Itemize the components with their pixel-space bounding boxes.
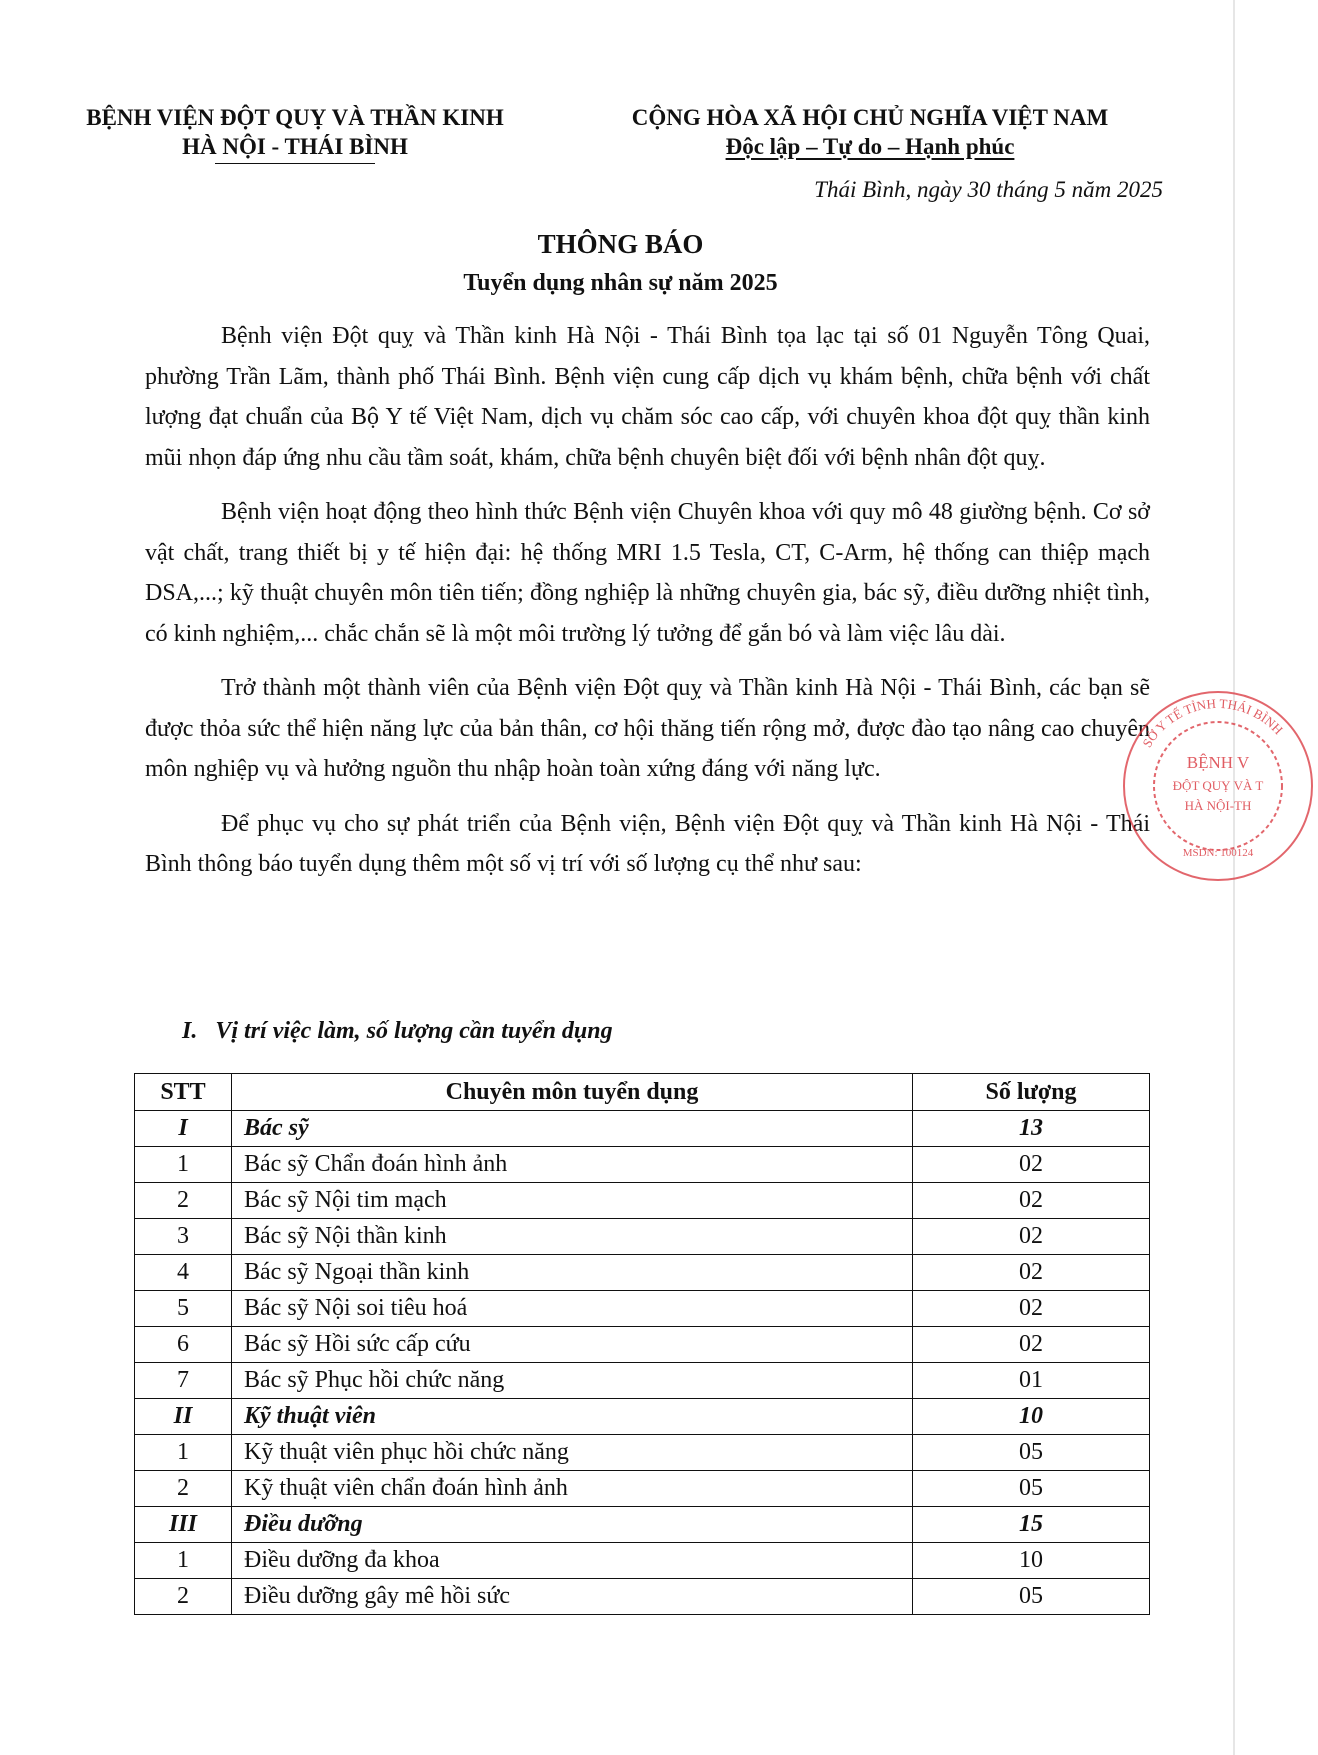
cell-quantity: 02	[913, 1219, 1150, 1255]
document-title: THÔNG BÁO	[537, 229, 704, 259]
stamp-ring-text: SỞ Y TẾ TỈNH THÁI BÌNH	[1139, 695, 1287, 750]
stamp-center-line2: ĐỘT QUỴ VÀ T	[1172, 778, 1264, 793]
cell-specialty: Kỹ thuật viên	[232, 1399, 913, 1435]
cell-specialty: Bác sỹ Ngoại thần kinh	[232, 1255, 913, 1291]
paragraph: Bệnh viện Đột quỵ và Thần kinh Hà Nội - Thái Bình tọa lạc tại số 01 Nguyễn Tông Quai, phường Trần Lãm, thành phố Thái Bình. Bệnh viện cung cấp dịch vụ khám bệnh, chữa bệnh với chất lượng đạt chuẩn của Bộ Y tế Việt Nam, dịch vụ chăm sóc cao cấp, với chuyên khoa đột quỵ thần kinh mũi nhọn đáp ứng nhu cầu tầm soát, khám, chữa bệnh chuyên biệt đối với bệnh nhân đột quỵ.	[145, 323, 1150, 471]
header-stt: STT	[135, 1074, 232, 1111]
cell-quantity: 10	[913, 1543, 1150, 1579]
red-seal-stamp	[1118, 686, 1318, 886]
cell-specialty: Bác sỹ Hồi sức cấp cứu	[232, 1327, 913, 1363]
table-header-row	[135, 1074, 1150, 1111]
paragraph: Để phục vụ cho sự phát triển của Bệnh viện, Bệnh viện Đột quỵ và Thần kinh Hà Nội - Thái Bình thông báo tuyển dụng thêm một số vị trí với số lượng cụ thể như sau:	[145, 810, 1150, 877]
paragraph: Trở thành một thành viên của Bệnh viện Đột quỵ và Thần kinh Hà Nội - Thái Bình, các bạn sẽ được thỏa sức thể hiện năng lực của bản thân, cơ hội thăng tiến rộng mở, được đào tạo nâng cao chuyên môn nghiệp vụ và hưởng nguồn thu nhập hoàn toàn xứng đáng với năng lực.	[145, 675, 1150, 782]
cell-quantity: 02	[913, 1255, 1150, 1291]
cell-specialty: Kỹ thuật viên phục hồi chức năng	[232, 1435, 913, 1471]
cell-quantity: 02	[913, 1291, 1150, 1327]
cell-stt: II	[135, 1399, 232, 1435]
table-row	[135, 1543, 1150, 1579]
document-subtitle: Tuyển dụng nhân sự năm 2025	[463, 270, 778, 296]
organization-header	[50, 103, 540, 164]
cell-specialty: Bác sỹ Nội soi tiêu hoá	[232, 1291, 913, 1327]
cell-specialty: Bác sỹ Nội thần kinh	[232, 1219, 913, 1255]
cell-quantity: 15	[913, 1507, 1150, 1543]
stamp-code: MSDN: 100124	[1182, 847, 1254, 859]
national-header	[570, 103, 1170, 161]
cell-stt: 1	[135, 1435, 232, 1471]
cell-specialty: Điều dưỡng	[232, 1507, 913, 1543]
cell-quantity: 10	[913, 1399, 1150, 1435]
paragraph: Bệnh viện hoạt động theo hình thức Bệnh viện Chuyên khoa với quy mô 48 giường bệnh. Cơ sở vật chất, trang thiết bị y tế hiện đại: hệ thống MRI 1.5 Tesla, CT, C-Arm, hệ thống can thiệp mạch DSA,...; kỹ thuật chuyên môn tiên tiến; đồng nghiệp là những chuyên gia, bác sỹ, điều dưỡng nhiệt tình, có kinh nghiệm,... chắc chắn sẽ là một môi trường lý tưởng để gắn bó và làm việc lâu dài.	[145, 499, 1150, 647]
cell-stt: 3	[135, 1219, 232, 1255]
cell-stt: 2	[135, 1183, 232, 1219]
cell-stt: 1	[135, 1147, 232, 1183]
cell-specialty: Điều dưỡng đa khoa	[232, 1543, 913, 1579]
table-group-row	[135, 1111, 1150, 1147]
date-line: Thái Bình, ngày 30 tháng 5 năm 2025	[814, 177, 1163, 202]
cell-stt: I	[135, 1111, 232, 1147]
cell-stt: 4	[135, 1255, 232, 1291]
cell-specialty: Kỹ thuật viên chẩn đoán hình ảnh	[232, 1471, 913, 1507]
section-heading: I. Vị trí việc làm, số lượng cần tuyển dụng	[182, 1018, 613, 1044]
table-row	[135, 1327, 1150, 1363]
table-row	[135, 1291, 1150, 1327]
cell-quantity: 05	[913, 1471, 1150, 1507]
cell-quantity: 02	[913, 1327, 1150, 1363]
cell-stt: 5	[135, 1291, 232, 1327]
cell-quantity: 05	[913, 1579, 1150, 1615]
org-underline	[215, 163, 375, 164]
table-row	[135, 1255, 1150, 1291]
table-group-row	[135, 1507, 1150, 1543]
cell-specialty: Bác sỹ Phục hồi chức năng	[232, 1363, 913, 1399]
header-specialty: Chuyên môn tuyển dụng	[232, 1074, 913, 1111]
header-quantity: Số lượng	[913, 1074, 1150, 1111]
org-name-line2: HÀ NỘI - THÁI BÌNH	[182, 134, 408, 159]
cell-stt: 2	[135, 1471, 232, 1507]
table-row	[135, 1147, 1150, 1183]
table-group-row	[135, 1399, 1150, 1435]
table-row	[135, 1579, 1150, 1615]
body-text	[145, 316, 1150, 899]
national-motto: Độc lập – Tự do – Hạnh phúc	[725, 134, 1015, 159]
table-row	[135, 1435, 1150, 1471]
cell-stt: III	[135, 1507, 232, 1543]
cell-quantity: 02	[913, 1147, 1150, 1183]
cell-specialty: Bác sỹ Nội tim mạch	[232, 1183, 913, 1219]
stamp-center-line1: BỆNH V	[1186, 753, 1250, 772]
positions-table	[134, 1073, 1150, 1615]
table-row	[135, 1183, 1150, 1219]
org-name-line1: BỆNH VIỆN ĐỘT QUỴ VÀ THẦN KINH	[86, 105, 504, 130]
cell-specialty: Bác sỹ Chẩn đoán hình ảnh	[232, 1147, 913, 1183]
cell-specialty: Bác sỹ	[232, 1111, 913, 1147]
cell-quantity: 05	[913, 1435, 1150, 1471]
table-row	[135, 1219, 1150, 1255]
cell-quantity: 13	[913, 1111, 1150, 1147]
cell-stt: 7	[135, 1363, 232, 1399]
table-body	[135, 1111, 1150, 1615]
cell-stt: 2	[135, 1579, 232, 1615]
cell-quantity: 02	[913, 1183, 1150, 1219]
cell-stt: 1	[135, 1543, 232, 1579]
table-row	[135, 1363, 1150, 1399]
cell-stt: 6	[135, 1327, 232, 1363]
table-row	[135, 1471, 1150, 1507]
nation-name: CỘNG HÒA XÃ HỘI CHỦ NGHĨA VIỆT NAM	[631, 105, 1109, 130]
cell-quantity: 01	[913, 1363, 1150, 1399]
stamp-center-line3: HÀ NỘI-TH	[1184, 798, 1252, 813]
cell-specialty: Điều dưỡng gây mê hồi sức	[232, 1579, 913, 1615]
